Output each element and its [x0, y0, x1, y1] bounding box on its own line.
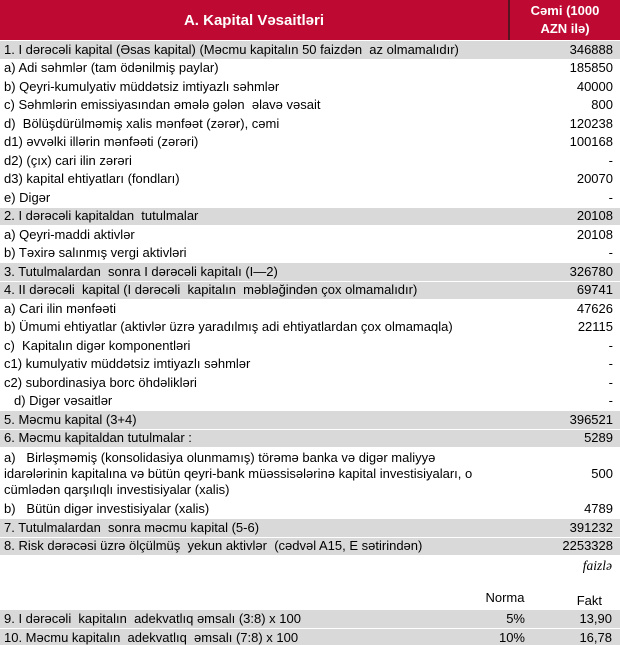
row-label: d1) əvvəlki illərin mənfəəti (zərəri) [4, 134, 199, 150]
row-value: 20108 [576, 208, 613, 224]
table-row [0, 97, 620, 116]
table-row [0, 393, 620, 412]
row-label: 9. I dərəcəli kapitalın adekvatlıq əmsalı (3:8) x 100 [4, 611, 301, 627]
table-row [0, 226, 620, 245]
table-row [0, 282, 620, 301]
row-label: c) Səhmlərin emissiyasından əmələ gələn əlavə vəsait [4, 97, 321, 113]
row-label: e) Digər [4, 189, 51, 205]
table-row [0, 319, 620, 338]
table-header [0, 0, 620, 41]
fakt-value: 16,78 [579, 629, 612, 645]
row-label: b) Qeyri-kumulyativ müddətsiz imtiyazlı səhmlər [4, 78, 280, 94]
norma-value: 10% [498, 629, 525, 645]
row-value: - [608, 189, 613, 205]
percent-columns-header [0, 575, 620, 610]
table-row [0, 374, 620, 393]
row-value: 120238 [569, 115, 613, 131]
row-label: 2. I dərəcəli kapitaldan tutulmalar [4, 208, 199, 224]
row-label: 4. II dərəcəli kapital (I dərəcəli kapitalın məbləğindən çox olmamalıdır) [4, 282, 418, 298]
row-label: c2) subordinasiya borc öhdəlikləri [4, 374, 197, 390]
row-value: - [608, 152, 613, 168]
table-row [0, 115, 620, 134]
row-value: - [608, 245, 613, 261]
amount-column-header [510, 0, 620, 40]
row-value: - [608, 356, 613, 372]
row-value: 2253328 [562, 538, 613, 554]
row-label: d3) kapital ehtiyatları (fondları) [4, 171, 180, 187]
table-row [0, 245, 620, 264]
table-row [0, 501, 620, 520]
row-label: d) Digər vəsaitlər [14, 393, 113, 409]
row-label: 8. Risk dərəcəsi üzrə ölçülmüş yekun aktivlər (cədvəl A15, E sətirindən) [4, 538, 423, 554]
fakt-column-header: Fakt [576, 593, 602, 609]
row-label: b) Bütün digər investisiyalar (xalis) [4, 501, 210, 517]
table-row [0, 538, 620, 557]
unit-note: faizlə [582, 558, 612, 574]
row-value: - [608, 374, 613, 390]
amount-header-line1: Cəmi (1000 [530, 3, 600, 19]
table-row [0, 448, 620, 501]
row-value: - [608, 393, 613, 409]
table-row [0, 60, 620, 79]
row-value: - [608, 337, 613, 353]
row-value: 346888 [569, 41, 613, 57]
row-value: 20108 [576, 226, 613, 242]
row-value: 47626 [576, 300, 613, 316]
row-label: a) Qeyri-maddi aktivlər [4, 226, 135, 242]
row-label: 5. Məcmu kapital (3+4) [4, 411, 137, 427]
row-value: 396521 [569, 411, 613, 427]
row-label: a) Birləşməmiş (konsolidasiya olunmamış) törəmə banka və digər maliyyə idarələrinin kapitalına və bütün qeyri-bank müəssisələrinə kapital investisiyaları, o cümlədən qarşılıqlı investisiyalar (xalis) [4, 450, 476, 497]
row-value: 22115 [577, 319, 613, 335]
norma-value: 5% [506, 611, 525, 627]
table-row [0, 430, 620, 449]
norma-column-header-cell [430, 589, 525, 608]
table-row [0, 78, 620, 97]
row-value: 500 [591, 465, 613, 481]
table-row [0, 171, 620, 190]
row-value: 4789 [584, 501, 613, 517]
row-label: 7. Tutulmalardan sonra məcmu kapital (5-6) [4, 519, 260, 535]
row-value: 800 [591, 97, 613, 113]
table-row [0, 134, 620, 153]
table-row-ratio-tier1 [0, 610, 620, 629]
fakt-value: 13,90 [579, 611, 612, 627]
table-row [0, 337, 620, 356]
row-label: d) Bölüşdürülməmiş xalis mənfəət (zərər), cəmi [4, 115, 280, 131]
row-label: 1. I dərəcəli kapital (Əsas kapital) (Məcmu kapitalın 50 faizdən az olmamalıdır) [4, 41, 459, 57]
row-value: 100168 [569, 134, 613, 150]
row-label: b) Ümumi ehtiyatlar (aktivlər üzrə yaradılmış adi ehtiyatlardan çox olmamaqla) [4, 319, 453, 335]
page-title: A. Kapital Vəsaitləri [0, 0, 510, 40]
row-value: 20070 [576, 171, 613, 187]
row-label: 6. Məcmu kapitaldan tutulmalar : [4, 430, 192, 446]
table-body [0, 41, 620, 556]
table-row [0, 519, 620, 538]
row-label: d2) (çıx) cari ilin zərəri [4, 152, 132, 168]
table-row [0, 356, 620, 375]
row-value: 40000 [576, 78, 613, 94]
table-row-ratio-total [0, 629, 620, 645]
row-value: 185850 [569, 60, 613, 76]
row-value: 391232 [569, 519, 613, 535]
row-label: b) Təxirə salınmış vergi aktivləri [4, 245, 187, 261]
table-row [0, 300, 620, 319]
row-label: c1) kumulyativ müddətsiz imtiyazlı səhmlər [4, 356, 251, 372]
table-row [0, 41, 620, 60]
amount-header-line2: AZN ilə) [540, 21, 590, 36]
table-row [0, 152, 620, 171]
row-label: a) Cari ilin mənfəəti [4, 300, 116, 316]
row-value: 69741 [576, 282, 613, 298]
norma-column-header: Norma [485, 590, 525, 606]
table-row [0, 208, 620, 227]
row-label: 10. Məcmu kapitalın adekvatlıq əmsalı (7:8) x 100 [4, 629, 299, 645]
row-value: 5289 [584, 430, 613, 446]
row-value: 326780 [569, 263, 613, 279]
row-label: a) Adi səhmlər (tam ödənilmiş paylar) [4, 60, 219, 76]
table-row [0, 411, 620, 430]
table-row [0, 263, 620, 282]
row-label: 3. Tutulmalardan sonra I dərəcəli kapitalı (I—2) [4, 263, 278, 279]
table-row [0, 189, 620, 208]
row-label: c) Kapitalın digər komponentləri [4, 337, 191, 353]
